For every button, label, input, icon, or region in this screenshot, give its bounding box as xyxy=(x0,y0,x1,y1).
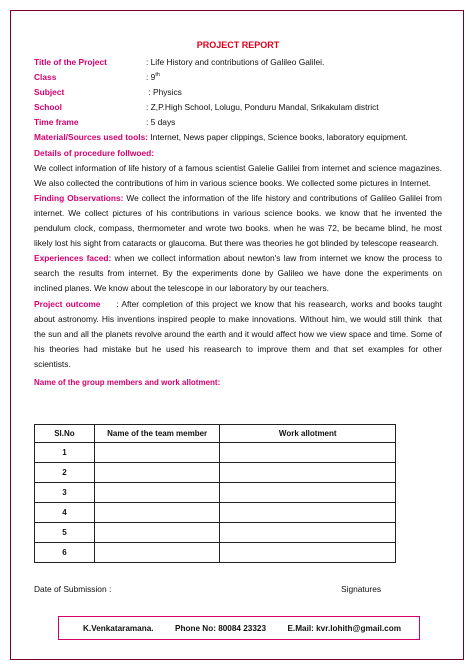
footer-name: K.Venkataramana. xyxy=(83,623,154,633)
findings-label: Finding Observations: xyxy=(34,192,124,203)
experiences-text: when we collect information about newton's law from internet we know the process to search the results from internet. By the experiments done by Galileo we have done the experiments on inclined planes. We know about the telescope in our laboratory by our teachers. xyxy=(34,253,442,294)
field-value: : 5 days xyxy=(146,117,176,128)
row-work-allotment xyxy=(220,443,396,463)
members-heading: Name of the group members and work allotment: xyxy=(34,377,221,387)
field-subject xyxy=(34,85,442,100)
table-row xyxy=(35,523,396,543)
row-member-name xyxy=(94,483,220,503)
row-work-allotment xyxy=(220,543,396,563)
experiences-section xyxy=(34,251,442,296)
field-school xyxy=(34,100,442,115)
class-value: : 9 xyxy=(146,72,156,83)
procedure-label: Details of procedure follwoed: xyxy=(34,147,155,158)
row-member-name xyxy=(94,443,220,463)
class-suffix: th xyxy=(155,72,160,79)
row-member-name xyxy=(94,523,220,543)
row-sl-no: 3 xyxy=(35,483,95,503)
date-of-submission: Date of Submission : xyxy=(34,584,112,594)
row-member-name xyxy=(94,503,220,523)
field-label: Time frame xyxy=(34,117,79,128)
header-work-allotment: Work allotment xyxy=(220,425,396,443)
row-work-allotment xyxy=(220,523,396,543)
table-row xyxy=(35,503,396,523)
field-value: : Z,P.High School, Lolugu, Ponduru Mandal, Srikakulam district xyxy=(146,102,379,113)
materials-value: Internet, News paper clippings, Science books, laboratory equipment. xyxy=(148,132,408,143)
materials-label: Material/Sources used tools: xyxy=(34,132,149,143)
field-value: : Physics xyxy=(146,87,182,98)
field-label: Subject xyxy=(34,87,65,98)
outcome-text: : After completion of this project we know that his reasearch, works and books taught about astronomy. His inventions inspired people to make innovations. Without him, we would still think that the sun and all the planets revolve around the earth and it would affect how we view space and time. Some of his theories had mistake but he used his reasearch to improve them and that set examples for other scientists. xyxy=(34,298,445,369)
field-value xyxy=(146,70,442,85)
outcome-section xyxy=(34,297,445,372)
findings-section xyxy=(34,191,442,251)
field-label: Class xyxy=(34,72,57,83)
report-title: PROJECT REPORT xyxy=(196,40,280,50)
table-row xyxy=(35,463,396,483)
row-member-name xyxy=(94,543,220,563)
signatures-label: Signatures xyxy=(341,584,382,594)
table-row xyxy=(35,443,396,463)
materials-line xyxy=(34,130,442,145)
footer-email: E.Mail: kvr.lohith@gmail.com xyxy=(287,623,401,633)
table-row xyxy=(35,543,396,563)
table-row xyxy=(35,483,396,503)
contact-footer xyxy=(58,616,420,640)
header-sl-no: Sl.No xyxy=(35,425,95,443)
row-sl-no: 2 xyxy=(35,463,95,483)
row-sl-no: 6 xyxy=(35,543,95,563)
header-member-name: Name of the team member xyxy=(94,425,220,443)
team-table xyxy=(34,424,396,563)
table-header-row xyxy=(35,425,396,443)
field-value: : Life History and contributions of Galileo Galilei. xyxy=(146,57,325,67)
row-work-allotment xyxy=(220,503,396,523)
field-class xyxy=(34,70,442,85)
row-sl-no: 5 xyxy=(35,523,95,543)
procedure-text: We collect information of life history of a famous scientist Galelie Galilei from internet and science magazines. We also collected the contributions of him in various science books. We collected some pictures in Internet. xyxy=(34,162,442,188)
field-title-of-project xyxy=(34,55,442,70)
row-sl-no: 4 xyxy=(35,503,95,523)
row-member-name xyxy=(94,463,220,483)
field-label: Title of the Project xyxy=(34,57,107,67)
findings-text: We collect the information of the life history and contributions of Galileo Galilei from internet. We collect pictures of his contributions in various science books. we know that he invented the pendulum clock, compass, thermometer and wrote two books. when he was 72, be became blind, he most likely lost his sight from cataracts or glaucoma. But there was theories he got blinded by telescope reasearch. xyxy=(34,192,442,249)
experiences-label: Experiences faced: xyxy=(34,253,112,264)
outcome-label: Project outcome xyxy=(34,298,101,309)
row-work-allotment xyxy=(220,483,396,503)
footer-phone: Phone No: 80084 23323 xyxy=(174,623,267,633)
row-work-allotment xyxy=(220,463,396,483)
field-time-frame xyxy=(34,115,442,130)
report-content xyxy=(34,38,445,390)
field-label: School xyxy=(34,102,62,113)
row-sl-no: 1 xyxy=(35,443,95,463)
